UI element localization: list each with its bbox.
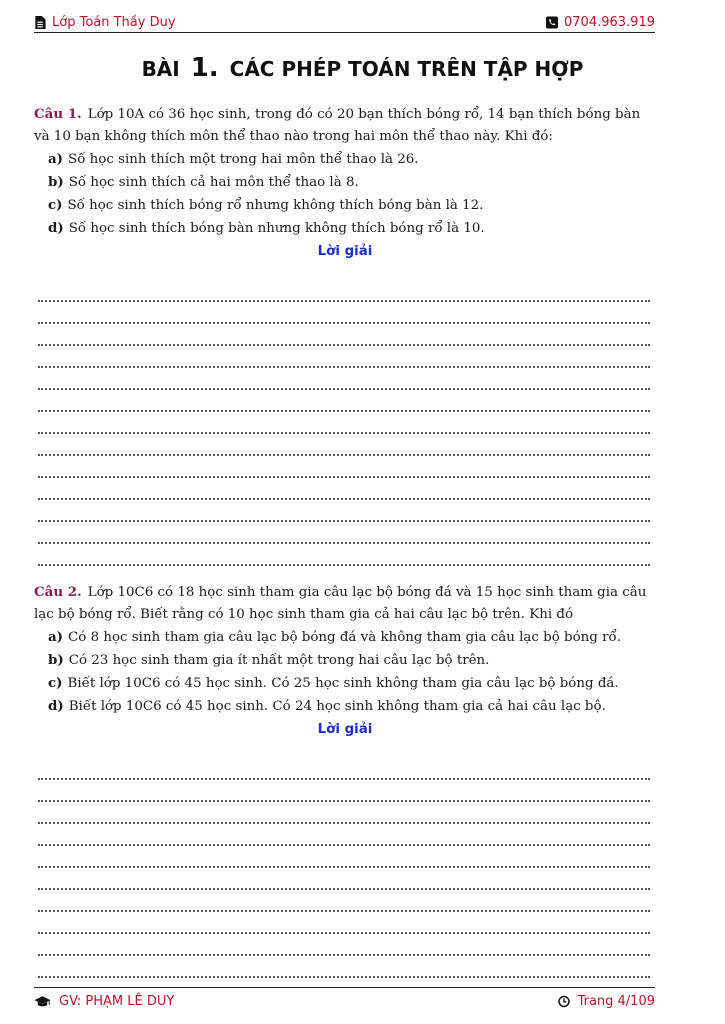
question-1-solution-heading: Lời giải	[317, 244, 373, 259]
option-key: d)	[48, 220, 64, 236]
answer-line[interactable]	[38, 434, 650, 456]
answer-line[interactable]	[38, 824, 650, 846]
option-text: Biết lớp 10C6 có 45 học sinh. Có 25 học sinh không tham gia câu lạc bộ bóng đá.	[67, 676, 619, 691]
option-key: a)	[48, 151, 64, 167]
answer-line[interactable]	[38, 934, 650, 956]
option-key: a)	[48, 629, 64, 645]
question-1-option-c	[34, 194, 656, 217]
answer-line[interactable]	[38, 912, 650, 934]
answer-line[interactable]	[38, 324, 650, 346]
question-2-option-c	[34, 672, 656, 695]
answer-line[interactable]	[38, 780, 650, 802]
page-title	[0, 53, 725, 83]
header-right	[546, 15, 655, 30]
answer-line[interactable]	[38, 956, 650, 978]
option-text: Biết lớp 10C6 có 45 học sinh. Có 24 học sinh không tham gia cả hai câu lạc bộ.	[68, 699, 606, 714]
clock-icon	[558, 995, 570, 1008]
answer-line[interactable]	[38, 890, 650, 912]
title-text: CÁC PHÉP TOÁN TRÊN TẬP HỢP	[229, 57, 584, 81]
option-text: Số học sinh thích bóng bàn nhưng không thích bóng rổ là 10.	[68, 221, 485, 236]
question-1-stem-row	[34, 103, 656, 148]
question-1-option-b	[34, 171, 656, 194]
question-1-answer-lines[interactable]	[38, 280, 650, 566]
answer-line[interactable]	[38, 802, 650, 824]
page-footer	[34, 987, 655, 1009]
answer-line[interactable]	[38, 456, 650, 478]
title-number: 1.	[190, 53, 219, 83]
question-2-option-d	[34, 695, 656, 718]
answer-line[interactable]	[38, 500, 650, 522]
answer-line[interactable]	[38, 390, 650, 412]
answer-line[interactable]	[38, 280, 650, 302]
option-key: d)	[48, 698, 64, 714]
question-2-solution-heading: Lời giải	[317, 722, 373, 737]
header-class-name: Lớp Toán Thầy Duy	[52, 14, 176, 30]
graduation-cap-icon	[34, 995, 51, 1008]
answer-line[interactable]	[38, 346, 650, 368]
answer-line[interactable]	[38, 302, 650, 324]
question-2	[34, 581, 656, 741]
option-text: Số học sinh thích bóng rổ nhưng không thích bóng bàn là 12.	[67, 198, 484, 213]
question-2-stem: Lớp 10C6 có 18 học sinh tham gia câu lạc bộ bóng đá và 15 học sinh tham gia câu lạc bộ bóng rổ. Biết rằng có 10 học sinh tham gia cả hai câu lạc bộ trên. Khi đó	[34, 585, 647, 622]
answer-line[interactable]	[38, 522, 650, 544]
question-2-option-b	[34, 649, 656, 672]
option-text: Có 23 học sinh tham gia ít nhất một trong hai câu lạc bộ trên.	[68, 653, 490, 668]
answer-line[interactable]	[38, 544, 650, 566]
option-key: c)	[48, 675, 63, 691]
option-key: b)	[48, 652, 64, 668]
footer-page-number: Trang 4/109	[577, 994, 655, 1009]
title-prefix: BÀI	[141, 57, 180, 81]
question-2-option-a	[34, 626, 656, 649]
header-phone: 0704.963.919	[564, 14, 655, 30]
header-left	[34, 15, 176, 30]
document-icon	[34, 16, 46, 29]
question-1-stem: Lớp 10A có 36 học sinh, trong đó có 20 bạn thích bóng rổ, 14 bạn thích bóng bàn và 10 bạn không thích môn thể thao nào trong hai môn thể thao này. Khi đó:	[34, 107, 641, 144]
answer-line[interactable]	[38, 868, 650, 890]
option-key: c)	[48, 197, 63, 213]
answer-line[interactable]	[38, 478, 650, 500]
option-text: Số học sinh thích một trong hai môn thể thao là 26.	[68, 152, 419, 167]
answer-line[interactable]	[38, 846, 650, 868]
option-text: Số học sinh thích cả hai môn thể thao là 8.	[68, 175, 359, 190]
footer-left	[34, 994, 174, 1009]
footer-right	[558, 994, 655, 1009]
question-1-option-a	[34, 148, 656, 171]
question-2-stem-row	[34, 581, 656, 626]
question-1-label: Câu 1.	[34, 106, 82, 122]
answer-line[interactable]	[38, 412, 650, 434]
phone-icon	[546, 16, 558, 29]
option-text: Có 8 học sinh tham gia câu lạc bộ bóng đá và không tham gia câu lạc bộ bóng rổ.	[68, 630, 621, 645]
footer-teacher: GV: PHẠM LÊ DUY	[59, 994, 175, 1009]
question-2-label: Câu 2.	[34, 584, 82, 600]
question-1	[34, 103, 656, 263]
question-2-answer-lines[interactable]	[38, 758, 650, 978]
page-header	[34, 12, 655, 33]
answer-line[interactable]	[38, 368, 650, 390]
answer-line[interactable]	[38, 758, 650, 780]
option-key: b)	[48, 174, 64, 190]
question-1-option-d	[34, 217, 656, 240]
